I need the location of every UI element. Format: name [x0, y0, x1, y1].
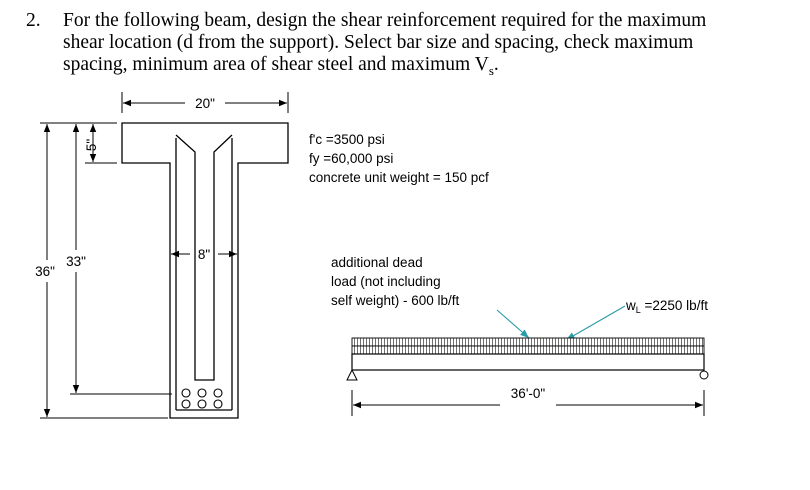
beam — [352, 354, 704, 370]
roller-support — [700, 371, 708, 379]
problem-line-3-end: . — [493, 54, 499, 75]
total-depth-label: 36" — [35, 264, 55, 279]
fc-text: f'c =3500 psi — [309, 132, 385, 147]
rebar — [214, 389, 222, 397]
flange-width-label: 20" — [195, 96, 215, 111]
live-load-value: =2250 lb/ft — [640, 298, 708, 313]
material-properties — [309, 132, 489, 185]
rebar — [182, 400, 190, 408]
dim-flange-thickness — [84, 123, 117, 163]
dim-total-depth — [35, 123, 168, 418]
live-load-leader — [566, 306, 625, 340]
rebar — [182, 389, 190, 397]
live-load-symbol: w — [626, 298, 636, 313]
live-load-subscript: L — [635, 305, 641, 315]
rebar — [214, 400, 222, 408]
unit-weight-text: concrete unit weight = 150 pcf — [309, 170, 489, 185]
dead-load-line-1: additional dead — [331, 255, 423, 270]
dead-load-band — [352, 346, 704, 354]
beam-elevation — [331, 255, 708, 416]
t-beam-section — [35, 92, 288, 418]
rebar — [198, 400, 206, 408]
dead-load-line-3: self weight) - 600 lb/ft — [331, 293, 460, 308]
flange-thickness-label: 5" — [84, 138, 99, 152]
rebar-group — [182, 389, 222, 408]
t-beam-outline — [122, 123, 288, 418]
dim-effective-depth — [66, 124, 172, 394]
dim-flange-width — [122, 92, 288, 113]
problem-line-1: For the following beam, design the shear reinforcement required for the maximum — [63, 10, 707, 31]
rebar — [198, 389, 206, 397]
effective-depth-label: 33" — [66, 254, 86, 269]
dead-load-line-2: load (not including — [331, 274, 441, 289]
problem-line-2: shear location (d from the support). Select bar size and spacing, check maximum — [63, 32, 694, 53]
live-load-label — [625, 298, 708, 315]
problem-line-3-sub: s — [488, 62, 494, 78]
span-label: 36'-0" — [510, 386, 546, 401]
live-load-band — [352, 338, 704, 346]
fy-text: fy =60,000 psi — [309, 151, 394, 166]
problem-number: 2. — [26, 10, 41, 31]
dim-web-width — [171, 247, 237, 262]
problem-line-3-main: spacing, minimum area of shear steel and maximum V — [63, 54, 489, 75]
pin-support — [347, 370, 357, 380]
dead-load-leader — [497, 310, 529, 338]
web-width-label: 8" — [197, 247, 211, 262]
